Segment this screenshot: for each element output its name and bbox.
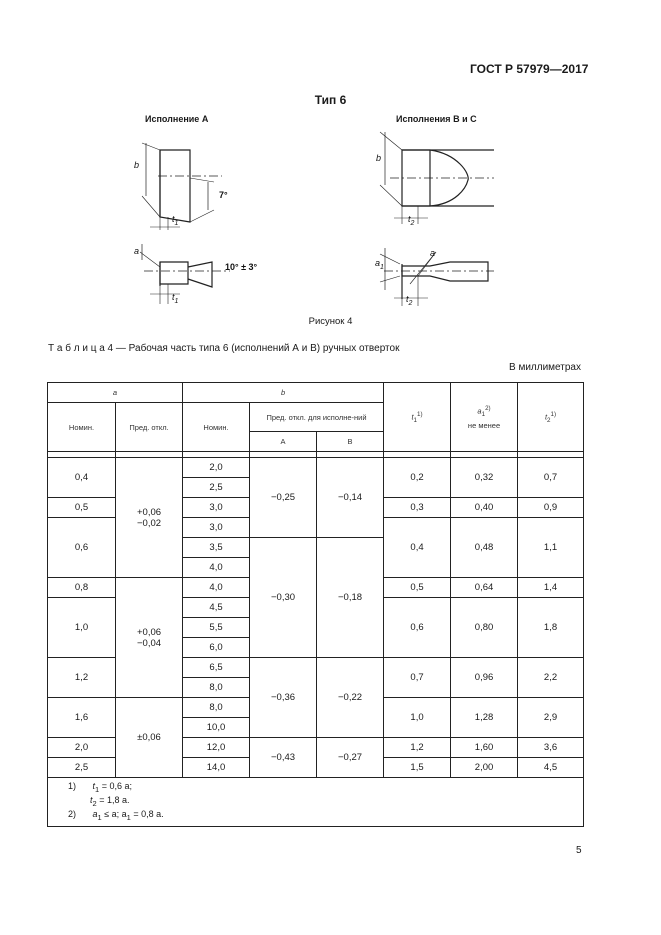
angle-7-label: 7° [219,190,228,200]
header-a1-sup: 2) [485,405,491,412]
drawing-variant-a [130,124,280,310]
header-col-b: В [317,432,384,452]
table-units: В миллиметрах [509,362,581,373]
table-title: Т а б л и ц а 4 — Рабочая часть типа 6 (исполнений А и В) ручных отверток [48,343,400,354]
b-nom: 4,0 [183,578,250,598]
header-t1-sub: 1 [413,416,418,424]
a1-value: 2,00 [451,758,518,778]
svg-text:a1 [375,258,384,271]
footnote-1-rest1: = 0,6 a; [99,781,132,791]
dim-b-label: b [134,160,140,170]
footnote-1-t1: t [92,781,96,791]
a-dev: ±0,06 [116,698,183,778]
b-dev-a: −0,30 [250,538,317,658]
standard-number: ГОСТ Р 57979—2017 [470,62,589,76]
dim-t1-side-sub: 1 [174,298,179,305]
a-nom: 2,0 [48,738,116,758]
footnote-1 [68,781,583,795]
b-nom: 4,5 [183,598,250,618]
header-a-dev: Пред. откл. [116,403,183,452]
a-nom: 0,6 [48,518,116,578]
b-nom: 2,5 [183,478,250,498]
b-nom: 3,5 [183,538,250,558]
b-dev-b: −0,22 [317,658,384,738]
dim-a-bc-label: a [430,248,436,258]
t1-value: 1,2 [384,738,451,758]
t1-value: 1,0 [384,698,451,738]
t1-value: 0,5 [384,578,451,598]
header-a-nom: Номин. [48,403,116,452]
a-dev-line2: −0,04 [136,637,162,649]
b-dev-a: −0,25 [250,458,317,538]
header-t1-sup: 1) [417,410,423,418]
t1-value: 0,6 [384,598,451,658]
t2-value: 0,7 [518,458,584,498]
a-nom: 1,2 [48,658,116,698]
b-nom: 14,0 [183,758,250,778]
footnote-1-number: 1) [68,781,77,791]
t1-value: 0,4 [384,518,451,578]
dim-t1-label: t [172,214,175,224]
a1-value: 0,32 [451,458,518,498]
footnote-2-number: 2) [68,808,77,819]
a1-value: 1,60 [451,738,518,758]
t2-value: 3,6 [518,738,584,758]
t1-value: 0,3 [384,498,451,518]
a-nom: 0,4 [48,458,116,498]
b-nom: 12,0 [183,738,250,758]
t2-value: 1,8 [518,598,584,658]
b-dev-b: −0,14 [317,458,384,538]
dim-b-bc-label: b [376,153,382,163]
t2-value: 2,2 [518,658,584,698]
a-nom: 1,0 [48,598,116,658]
svg-text:t2 [408,214,415,227]
footnote-1-t2-sub: 2 [92,798,97,808]
t1-value: 1,5 [384,758,451,778]
a1-value: 0,64 [451,578,518,598]
a-nom: 1,6 [48,698,116,738]
header-b-nom: Номин. [183,403,250,452]
drawing-variant-bc [370,124,510,310]
footnote-1-rest2: = 1,8 a. [96,794,130,805]
b-dev-b: −0,18 [317,538,384,658]
a-dev-line2: −0,02 [136,517,162,529]
b-nom: 5,5 [183,618,250,638]
dim-a1-label: a [375,258,381,268]
dim-a-label: a [134,246,140,256]
a-nom: 0,8 [48,578,116,598]
t1-value: 0,7 [384,658,451,698]
header-col-a: А [250,432,317,452]
a1-value: 0,96 [451,658,518,698]
footnote-2-rest: ≤ a; a [101,808,127,819]
header-t2: t [544,412,548,421]
header-b-dev: Пред. откл. для исполне-ний [250,403,384,432]
b-nom: 4,0 [183,558,250,578]
dim-t2-sub: 2 [410,220,415,227]
a-nom: 2,5 [48,758,116,778]
a-dev-line1: +0,06 [136,506,162,518]
a1-value: 0,80 [451,598,518,658]
footnote-1-t2: t [90,794,93,805]
b-dev-b: −0,27 [317,738,384,778]
a1-value: 0,40 [451,498,518,518]
b-nom: 8,0 [183,698,250,718]
t2-value: 1,4 [518,578,584,598]
header-b: b [280,388,286,397]
a1-value: 0,48 [451,518,518,578]
footnote-1-t1-sub: 1 [95,784,100,794]
svg-text:t1 [172,214,179,227]
header-a1: a [477,406,482,416]
header-a1-note: не менее [467,421,501,430]
figure-caption: Рисунок 4 [308,316,353,327]
footnote-2-a1: a [92,808,98,819]
b-nom: 10,0 [183,718,250,738]
table-footnotes [48,778,584,827]
footnote-1b [68,795,583,809]
t2-value: 4,5 [518,758,584,778]
a-dev [116,578,183,698]
footnote-2-a1-sub: 1 [97,812,102,822]
header-t2-sup: 1) [550,410,557,418]
angle-taper-label: 10° ± 3° [225,262,258,272]
b-nom: 8,0 [183,678,250,698]
b-dev-a: −0,43 [250,738,317,778]
b-nom: 3,0 [183,518,250,538]
dim-a1-sub: 1 [380,264,384,271]
figure-type-title: Тип 6 [314,93,347,107]
footnote-2-rest-b: = 0,8 a. [130,808,164,819]
dim-t1-sub: 1 [174,220,179,227]
b-nom: 2,0 [183,458,250,478]
dim-t2-side-label: t [406,294,409,304]
a-dev-line1: +0,06 [136,626,162,638]
caption-variant-bc: Исполнения В и С [396,114,477,124]
header-a: a [112,388,118,397]
caption-variant-a: Исполнение А [145,114,209,124]
dim-t2-side-sub: 2 [408,300,413,307]
t2-value: 2,9 [518,698,584,738]
page-number: 5 [576,845,582,856]
header-t1: t [411,412,414,421]
footnote-2 [68,809,583,823]
t2-value: 1,1 [518,518,584,578]
a1-value: 1,28 [451,698,518,738]
a-nom: 0,5 [48,498,116,518]
header-t2-sub: 2 [547,416,551,424]
dim-t2-label: t [408,214,411,224]
b-nom: 3,0 [183,498,250,518]
a-dev [116,458,183,578]
spec-table [47,382,584,827]
header-a1-sub: 1 [481,411,486,418]
svg-text:t2 [406,294,413,307]
b-nom: 6,0 [183,638,250,658]
t1-value: 0,2 [384,458,451,498]
footnote-2-sub-b: 1 [126,812,131,822]
b-nom: 6,5 [183,658,250,678]
dim-t1-side-label: t [172,292,175,302]
b-dev-a: −0,36 [250,658,317,738]
t2-value: 0,9 [518,498,584,518]
